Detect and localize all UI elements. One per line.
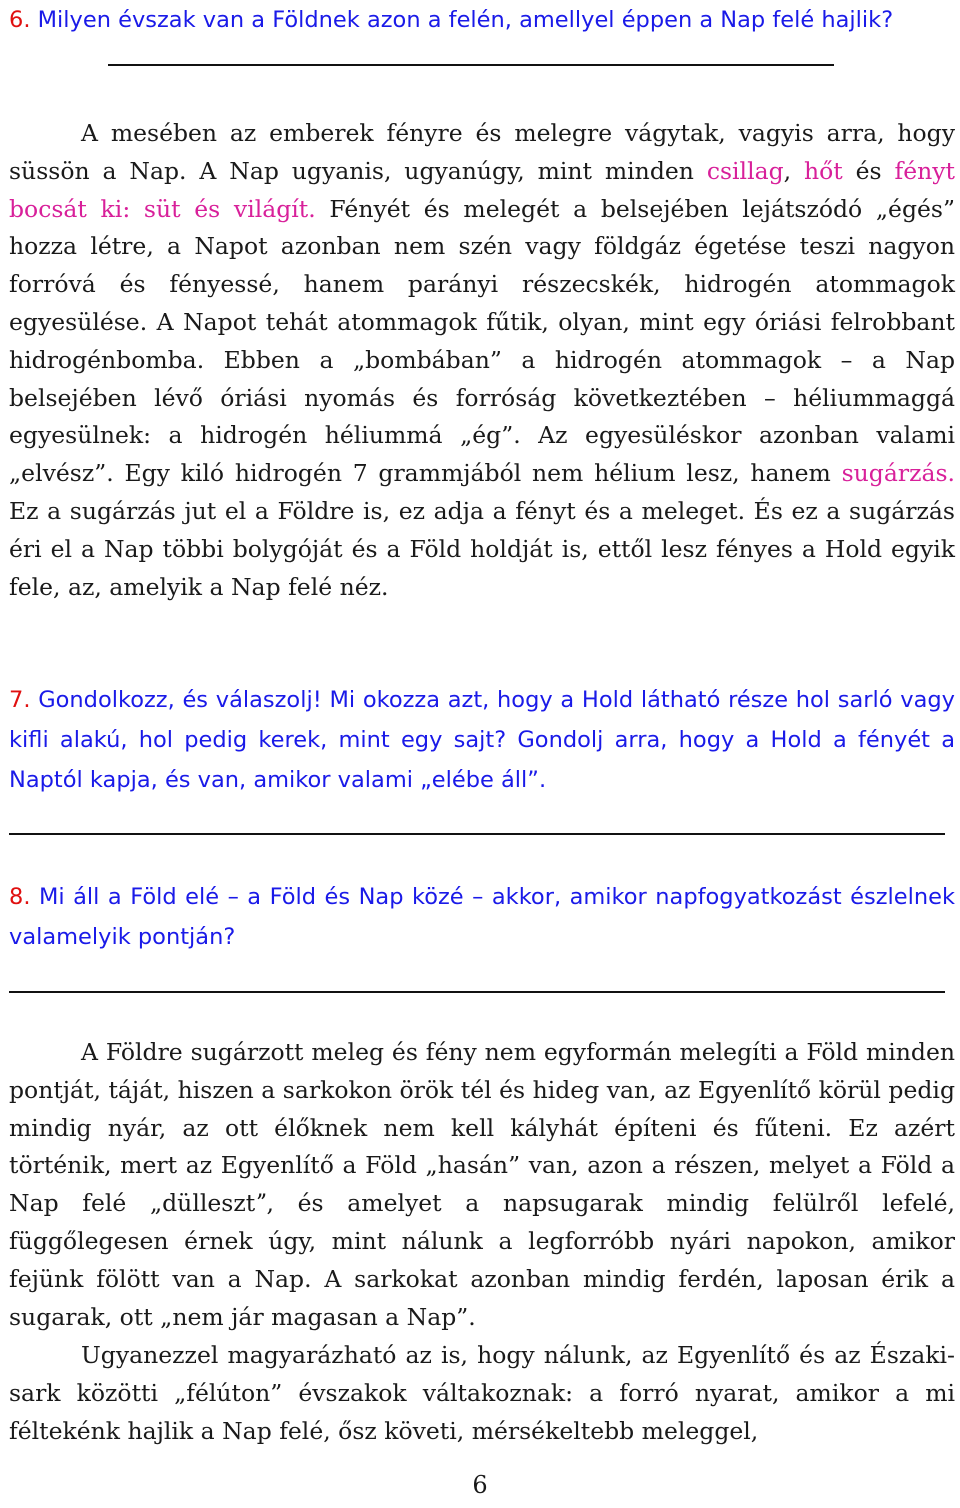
- question-8-text: Mi áll a Föld elé – a Föld és Nap közé – akkor, amikor napfogyatkozást észlelnek valamelyik pontján?: [9, 884, 955, 950]
- paragraph-equator-heat: A Földre sugárzott meleg és fény nem egyformán melegíti a Föld minden pontját, táját, hiszen a sarkokon örök tél és hideg van, az Egyenlítő körül pedig mindig nyár, az ott élőknek nem kell kályhát építeni és fűteni. Ez azért történik, mert az Egyenlítő a Föld „hasán” van, azon a részen, melyet a Föld a Nap felé „düllesztˮ, és amelyet a napsugarak mindig felülről lefelé, függőlegesen érnek úgy, mint nálunk a legforróbb nyári napokon, amikor fejünk fölött van a Nap. A sarkokat azonban mindig ferdén, laposan érik a sugarak, ott „nem jár magasan a Nap”.: [9, 1038, 955, 1331]
- paragraph-1-part-3: és: [842, 156, 895, 185]
- question-7-text: Gondolkozz, és válaszolj! Mi okozza azt, hogy a Hold látható része hol sarló vagy kifli alakú, hol pedig kerek, mint egy sajt? Gondolj arra, hogy a Hold a fényét a Naptól kapja, és van, amikor valami „elébe áll”.: [9, 687, 955, 793]
- question-8-number: 8.: [9, 884, 31, 910]
- paragraph-1-part-5: Ez a sugárzás jut el a Földre is, ez adja a fényt és a meleget. És ez a sugárzás éri el a Nap többi bolygóját és a Föld holdját is, ettől lesz fényes a Hold egyik fele, az, amelyik a Nap felé néz.: [9, 496, 955, 601]
- question-7-number: 7.: [9, 687, 31, 713]
- keyword-fenyt: fényt bocsát ki: süt és világít.: [9, 156, 955, 223]
- answer-line-6: [108, 64, 834, 66]
- paragraph-sun-energy: [9, 115, 955, 606]
- paragraph-1-part-1: A mesében az emberek fényre és melegre vágytak, vagyis arra, hogy süssön a Nap. A Nap ugyanis, ugyanúgy, mint minden: [9, 119, 955, 185]
- keyword-csillag: csillag: [706, 156, 784, 185]
- paragraph-1-part-2: ,: [783, 156, 805, 185]
- question-7: [9, 680, 955, 800]
- page-number: 6: [472, 1471, 488, 1499]
- paragraph-1-part-4: Fényét és melegét a belsejében lejátszódó „égés” hozza létre, a Napot azonban nem szén vagy földgáz égetése teszi nagyon forróvá és fényessé, hanem parányi részecskék, hidrogén atommagok egyesülése. A Napot tehát atommagok fűtik, olyan, mint egy óriási felrobbant hidrogénbomba. Ebben a „bombában” a hidrogén atommagok – a Nap belsejében lévő óriási nyomás és forróság következtében – héliummaggá egyesülnek: a hidrogén héliummá „ég”. Az egyesüléskor azonban valami „elvész”. Egy kiló hidrogén 7 grammjából nem hélium lesz, hanem: [9, 194, 955, 488]
- question-8: [9, 877, 955, 957]
- question-6-text: Milyen évszak van a Földnek azon a felén, amellyel éppen a Nap felé hajlik?: [37, 7, 894, 33]
- question-6: [9, 0, 955, 40]
- answer-line-8: [9, 991, 945, 993]
- question-6-number: 6.: [9, 7, 31, 33]
- keyword-sugarzas: sugárzás.: [841, 459, 955, 488]
- paragraph-seasons: Ugyanezzel magyarázható az is, hogy nálunk, az Egyenlítő és az Északi-sark közötti „félúton” évszakok váltakoznak: a forró nyarat, amikor a mi féltekénk hajlik a Nap felé, ősz követi, mérsékeltebb meleggel,: [9, 1341, 955, 1445]
- keyword-hot: hőt: [804, 156, 843, 185]
- answer-line-7: [9, 833, 945, 835]
